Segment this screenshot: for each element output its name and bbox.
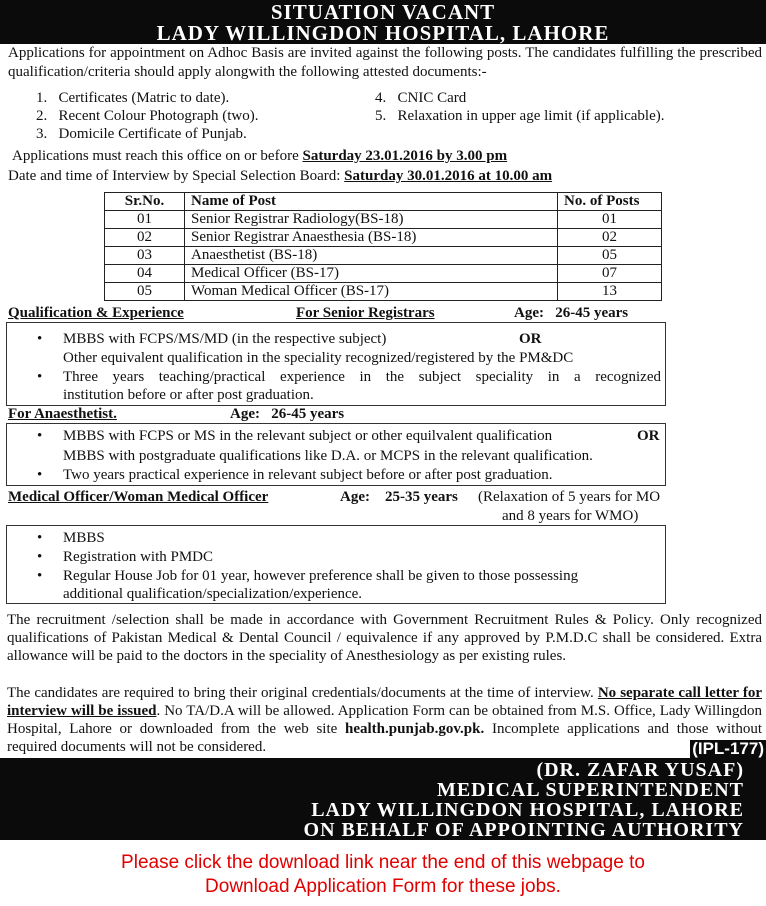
requirement: Two years practical experience in relevant subject before or after post graduation. (63, 467, 553, 483)
bullet-icon: • (37, 549, 43, 565)
sr-requirements-box (6, 322, 666, 406)
header-hospital: LADY WILLINGDON HOSPITAL, LAHORE (156, 21, 610, 45)
requirement: Other equivalent qualification in the speciality recognized/registered by the PM&DC (63, 350, 574, 366)
cell: 04 (105, 265, 185, 283)
or-label: OR (519, 331, 542, 347)
credentials-paragraph: The candidates are required to bring their original credentials/documents at the time of interview. No separate call letter for interview will be issued. No TA/D.A will be allowed. Application Form can be obtained from M.S. Office, Lady Willingdon Hospital, Lahore or downloaded from the web site health.punjab.gov.pk. Incomplete applications and those without required documents will not be considered. (7, 685, 763, 755)
col-sr: Sr.No. (105, 193, 185, 211)
table-row (105, 265, 662, 283)
requirement: MBBS with FCPS or MS in the relevant subject or other equilvalent qualification (63, 428, 553, 444)
sr-heading: For Senior Registrars (296, 305, 435, 321)
doc-item-3: 3. Domicile Certificate of Punjab. (36, 126, 247, 142)
bullet-icon: • (37, 331, 43, 347)
requirement: institution before or after post graduation. (63, 387, 314, 403)
anaesthetist-requirements-box (6, 423, 666, 486)
bullet-icon: • (37, 530, 43, 546)
mo-relaxation-1: (Relaxation of 5 years for MO (478, 489, 661, 505)
interview-line: Date and time of Interview by Special Selection Board: Saturday 30.01.2016 at 10.00 am (8, 168, 553, 184)
mo-relaxation-2: and 8 years for WMO) (502, 508, 639, 524)
doc-item-2: 2. Recent Colour Photograph (two). (36, 108, 259, 124)
anaesthetist-age: Age: 26-45 years (230, 406, 345, 422)
deadline-line: Applications must reach this office on or before Saturday 23.01.2016 by 3.00 pm (12, 148, 508, 164)
website-link[interactable]: health.punjab.gov.pk. (345, 721, 485, 737)
table-row (105, 247, 662, 265)
cell: Senior Registrar Radiology(BS-18) (185, 211, 558, 229)
cell: Medical Officer (BS-17) (185, 265, 558, 283)
table-row (105, 229, 662, 247)
doc-item-5: 5. Relaxation in upper age limit (if applicable). (375, 108, 665, 124)
requirement: Regular House Job for 01 year, however preference shall be given to those possessing (63, 568, 579, 584)
signature-block (0, 758, 766, 840)
cell: Woman Medical Officer (BS-17) (185, 283, 558, 301)
signatory-hospital: LADY WILLINGDON HOSPITAL, LAHORE (311, 799, 744, 821)
recruitment-paragraph: The recruitment /selection shall be made in accordance with Government Recruitment Rules & Policy. Only recognized qualifications of Pakistan Medical & Dental Council / equivalence if any approved by P.M.D.C shall be considered. Extra allowance will be paid to the doctors in the speciality of Anesthesiology as per existing rules. (7, 612, 762, 664)
intro-text: Applications for appointment on Adhoc Basis are invited against the following posts. The candidates fulfilling the prescribed qualification/criteria should apply alongwith the following attested documents:- (8, 45, 762, 80)
deadline-date: Saturday 23.01.2016 by 3.00 pm (302, 148, 508, 164)
posts-table (104, 192, 662, 301)
download-notice-2: Download Application Form for these jobs. (205, 876, 561, 897)
requirement: additional qualification/specialization/experience. (63, 586, 363, 602)
col-post: Name of Post (185, 193, 558, 211)
sr-age: Age: 26-45 years (514, 305, 629, 321)
bullet-icon: • (37, 568, 43, 584)
mo-heading: Medical Officer/Woman Medical Officer (8, 489, 269, 505)
cell: 02 (558, 229, 662, 247)
cell: 03 (105, 247, 185, 265)
signatory-name: (DR. ZAFAR YUSAF) (536, 759, 744, 781)
signatory-title: MEDICAL SUPERINTENDENT (436, 779, 744, 801)
cell: 05 (105, 283, 185, 301)
bullet-icon: • (37, 428, 43, 444)
or-label: OR (637, 428, 660, 444)
table-header-row (105, 193, 662, 211)
qualification-heading: Qualification & Experience (8, 305, 184, 321)
cell: 05 (558, 247, 662, 265)
interview-date: Saturday 30.01.2016 at 10.00 am (344, 168, 553, 184)
col-count: No. of Posts (558, 193, 662, 211)
header-title: SITUATION VACANT (270, 0, 496, 24)
bullet-icon: • (37, 467, 43, 483)
requirement: MBBS with FCPS/MS/MD (in the respective subject) (63, 331, 387, 347)
table-row (105, 283, 662, 301)
cell: 07 (558, 265, 662, 283)
requirement: Registration with PMDC (63, 549, 214, 565)
doc-item-1: 1. Certificates (Matric to date). (36, 90, 230, 106)
ad-header (0, 0, 766, 44)
requirement: MBBS with postgraduate qualifications like D.A. or MCPS in the relevant qualification. (63, 448, 593, 464)
requirement: MBBS (63, 530, 105, 546)
bullet-icon: • (37, 369, 43, 385)
download-notice-1: Please click the download link near the end of this webpage to (121, 852, 645, 873)
cell: 02 (105, 229, 185, 247)
mo-age: Age: 25-35 years (340, 489, 458, 505)
cell: 01 (105, 211, 185, 229)
requirement: Three years teaching/practical experience in the subject speciality in a recognized (63, 369, 661, 385)
doc-item-4: 4. CNIC Card (375, 90, 467, 106)
table-row (105, 211, 662, 229)
reference-code: (IPL-177) (692, 739, 764, 758)
signatory-authority: ON BEHALF OF APPOINTING AUTHORITY (303, 819, 744, 841)
cell: Senior Registrar Anaesthesia (BS-18) (185, 229, 558, 247)
anaesthetist-heading: For Anaesthetist. (8, 406, 117, 422)
cell: 01 (558, 211, 662, 229)
cell: Anaesthetist (BS-18) (185, 247, 558, 265)
cell: 13 (558, 283, 662, 301)
mo-requirements-box (6, 525, 666, 604)
